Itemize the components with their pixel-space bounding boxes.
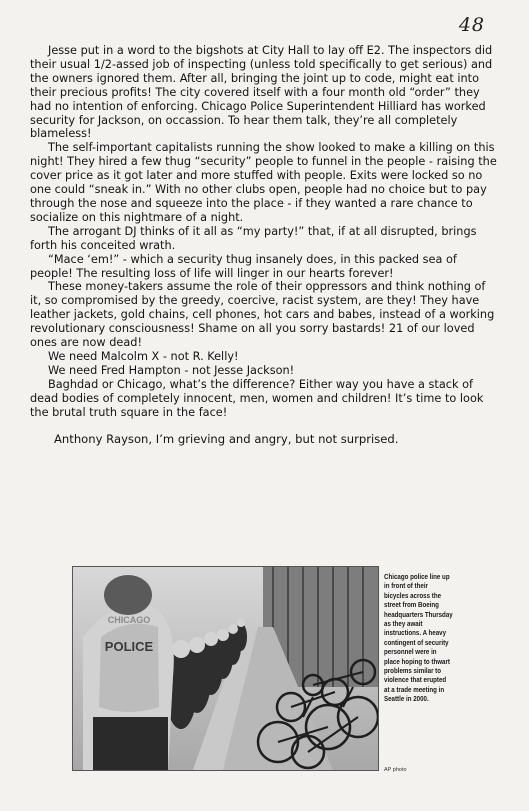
paragraph: These money-takers assume the role of their oppressors and think nothing of it, so compromised by the greedy, coercive, racist system, are they! They have leather jackets, gold chains, cell phones, hot cars and babes, instead of a working revolutionary consciousness! Shame on all you sorry bastards! 21 of our loved ones are now dead!: [30, 280, 495, 350]
jacket-text-police: POLICE: [104, 639, 154, 654]
paragraph: “Mace ‘em!” - which a security thug insanely does, in this packed sea of people! The resulting loss of life will linger in our hearts forever!: [30, 252, 457, 280]
page-number: 48: [458, 14, 485, 36]
photo-credit: AP photo: [384, 767, 407, 773]
paragraph: Baghdad or Chicago, what’s the difference? Either way you have a stack of dead bodies of completely innocent, men, women and children! It’s time to look the brutal truth square in the face!: [30, 377, 484, 419]
police-photo: [72, 566, 379, 771]
article-body: [30, 44, 500, 447]
paragraph: Jesse put in a word to the bigshots at City Hall to lay off E2. The inspectors did their usual 1/2-assed job of inspecting (unless told specifically to get serious) and the owners ignored them. After all, bringing the joint up to code, might eat into their precious profits! The city covered itself with a four month old “order” they had no intention of enforcing. Chicago Police Superintendent Hilliard has worked security for Jackson, on occassion. To hear them talk, they’re all completely blameless!: [30, 44, 493, 141]
paragraph: The arrogant DJ thinks of it all as “my party!” that, if at all disrupted, brings forth his conceited wrath.: [30, 224, 477, 252]
paragraph: We need Malcolm X - not R. Kelly!: [48, 349, 239, 363]
police-photo-illustration: [73, 567, 378, 770]
jacket-text-chicago: CHICAGO: [107, 615, 151, 625]
paragraph: We need Fred Hampton - not Jesse Jackson!: [48, 363, 295, 377]
photo-caption: Chicago police line up in front of their bicycles across the street from Boeing headquarters Thursday as they await instructions. A heavy contingent of security personnel were in place hoping to thwart problems similar to violence that erupted at a trade meeting in Seattle in 2000.: [384, 572, 453, 704]
paragraph: The self-important capitalists running the show looked to make a killing on this night! They hired a few thug “security” people to funnel in the people - raising the cover price as it got later and more stuffed with people. Exits were locked so no one could “sneak in.” With no other clubs open, people had no choice but to pay through the nose and squeeze into the place - if they wanted a rare chance to socialize on this nightmare of a night.: [30, 141, 497, 224]
signature-line: Anthony Rayson, I’m grieving and angry, but not surprised.: [54, 432, 399, 447]
